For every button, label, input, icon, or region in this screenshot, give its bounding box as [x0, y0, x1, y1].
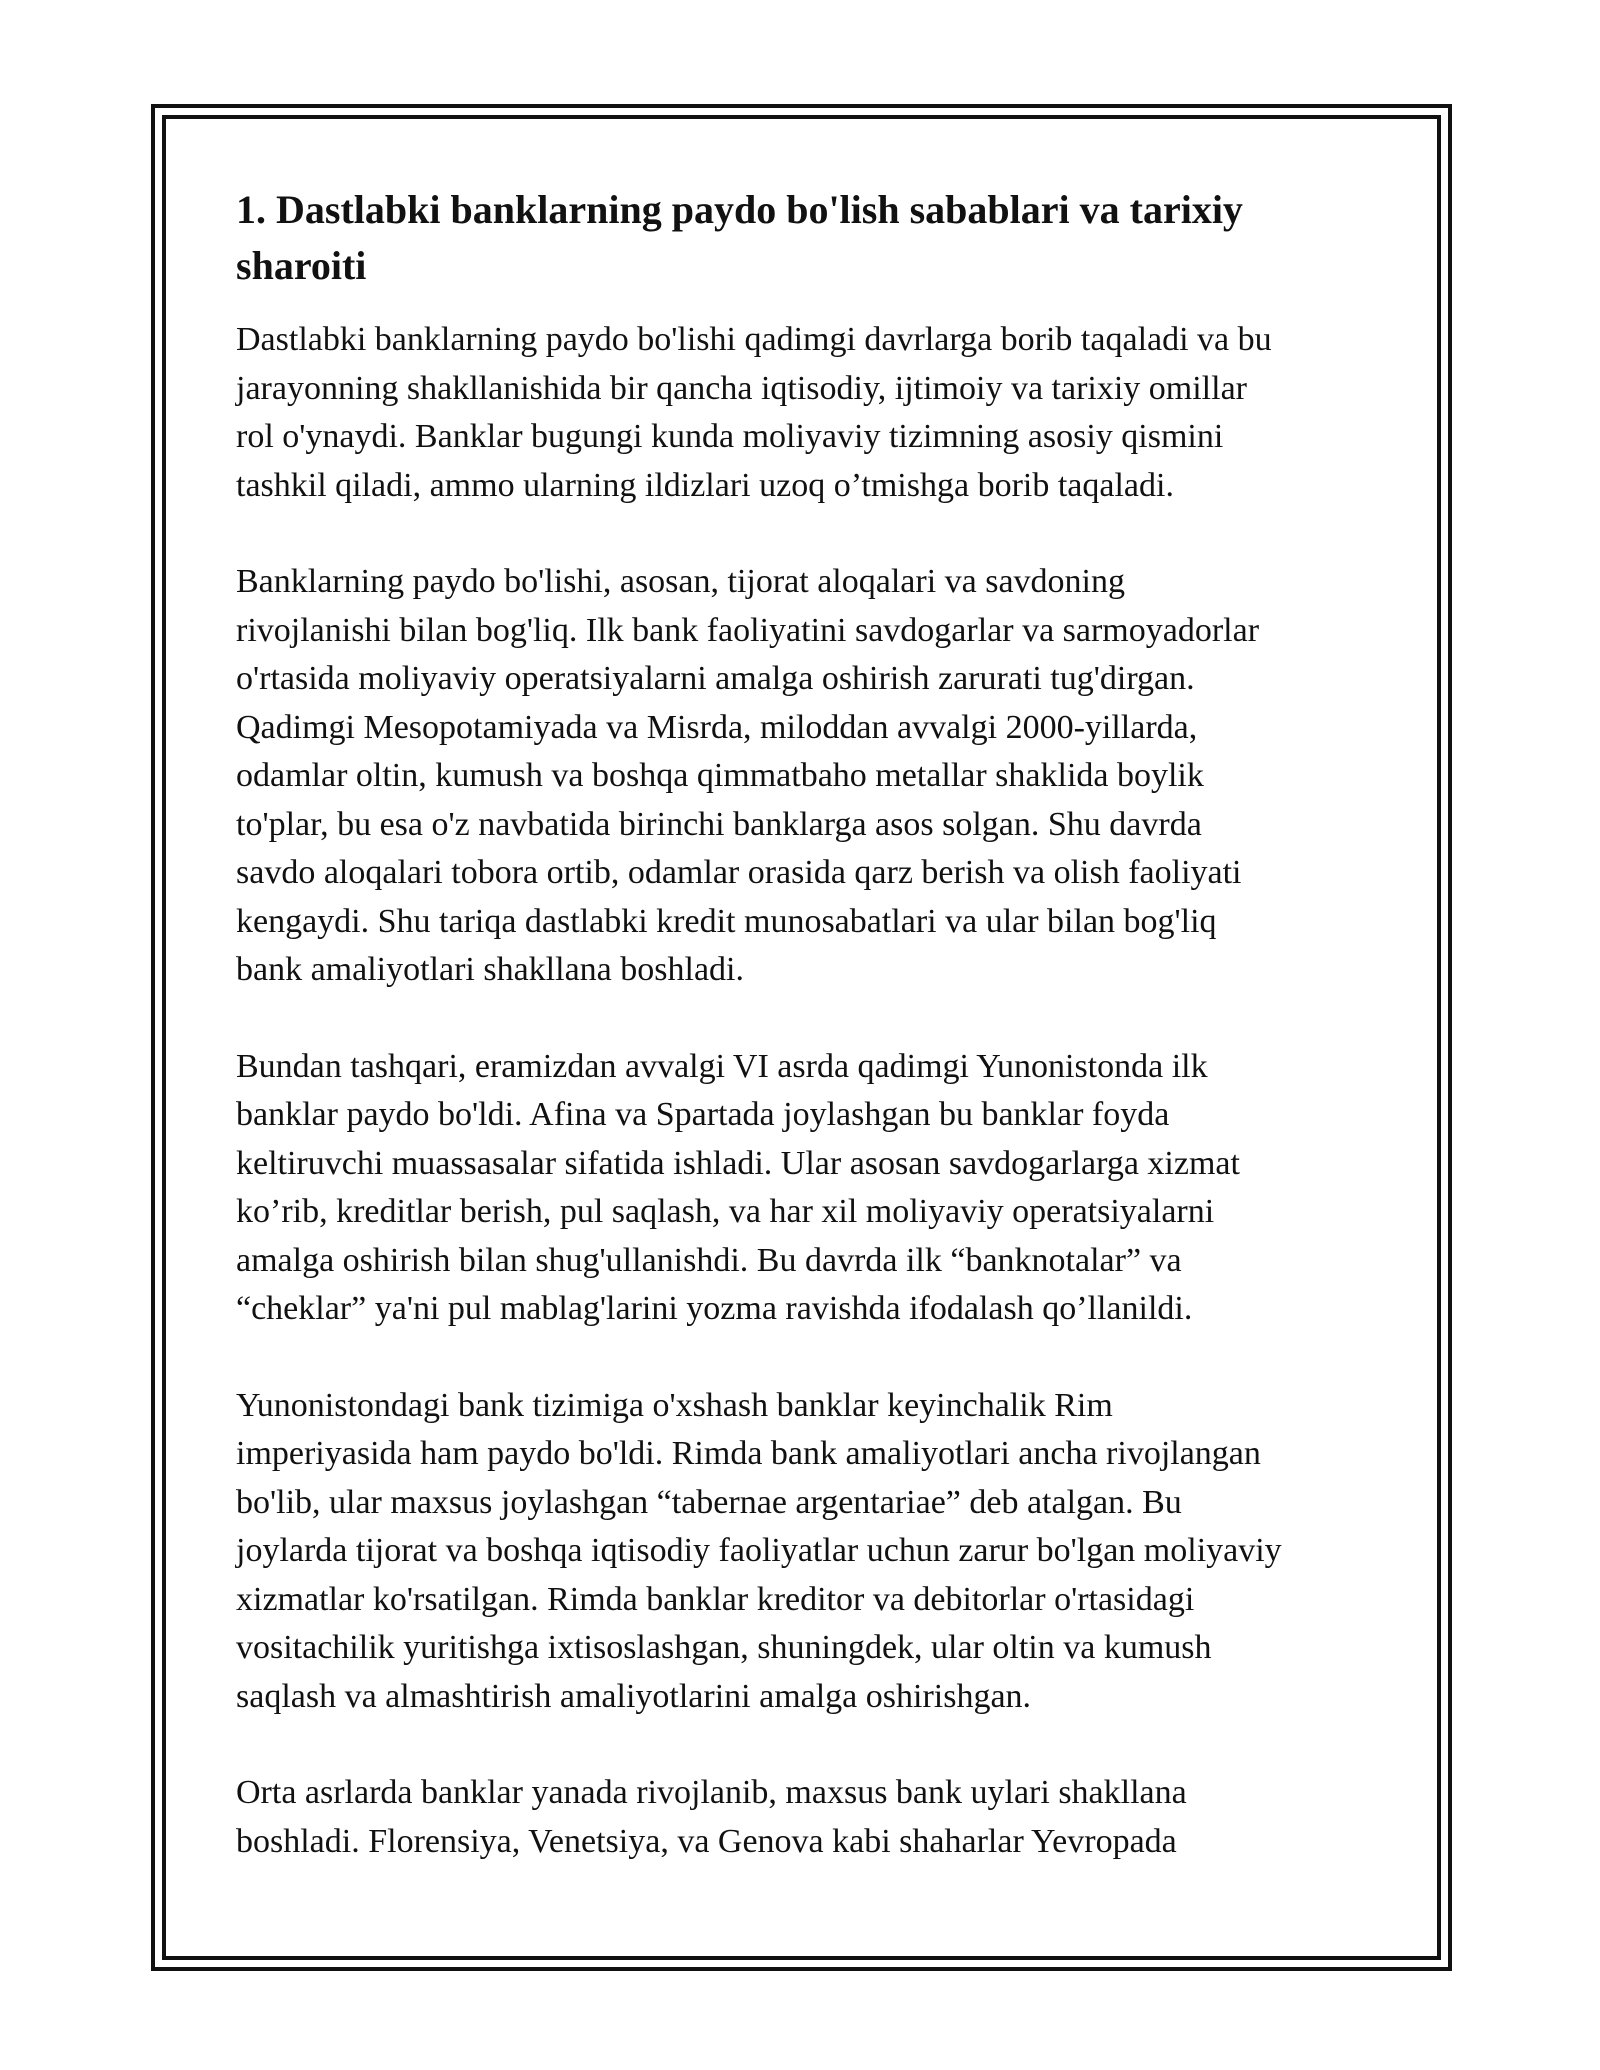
text-line: rol o'ynaydi. Banklar bugungi kunda moliyaviy tizimning asosiy qismini [236, 418, 1224, 455]
text-line: ko’rib, kreditlar berish, pul saqlash, va har xil moliyaviy operatsiyalarni [236, 1193, 1215, 1230]
document-body [236, 182, 1386, 1914]
text-line: bo'lib, ular maxsus joylashgan “tabernae argentariae” deb atalgan. Bu [236, 1483, 1182, 1521]
text-line: boshladi. Florensiya, Venetsiya, va Genova kabi shaharlar Yevropada [236, 1822, 1177, 1860]
text-line: vositachilik yuritishga ixtisoslashgan, shuningdek, ular oltin va kumush [236, 1629, 1212, 1666]
text-line: Bundan tashqari, eramizdan avvalgi VI asrda qadimgi Yunonistonda ilk [236, 1047, 1208, 1085]
text-line: keltiruvchi muassasalar sifatida ishladi. Ular asosan savdogarlarga xizmat [236, 1144, 1240, 1182]
text-line: savdo aloqalari tobora ortib, odamlar orasida qarz berish va olish faoliyati [236, 854, 1242, 891]
text-line: Yunonistondagi bank tizimiga o'xshash banklar keyinchalik Rim [236, 1386, 1113, 1424]
text-line: “cheklar” ya'ni pul mablag'larini yozma ravishda ifodalash qo’llanildi. [236, 1290, 1193, 1327]
text-line: Qadimgi Mesopotamiyada va Misrda, miloddan avvalgi 2000-yillarda, [236, 708, 1198, 746]
paragraph-3 [236, 1043, 1386, 1334]
text-line: amalga oshirish bilan shug'ullanishdi. Bu davrda ilk “banknotalar” va [236, 1241, 1182, 1279]
text-line: Banklarning paydo bo'lishi, asosan, tijorat aloqalari va savdoning [236, 563, 1125, 600]
text-line: xizmatlar ko'rsatilgan. Rimda banklar kreditor va debitorlar o'rtasidagi [236, 1580, 1195, 1618]
text-line: rivojlanishi bilan bog'liq. Ilk bank faoliyatini savdogarlar va sarmoyadorlar [236, 611, 1260, 649]
heading-line: 1. Dastlabki banklarning paydo bo'lish sabablari va tarixiy [236, 187, 1243, 232]
text-line: o'rtasida moliyaviy operatsiyalarni amalga oshirish zarurati tug'dirgan. [236, 660, 1195, 697]
paragraph-1 [236, 316, 1386, 510]
text-line: bank amaliyotlari shakllana boshladi. [236, 951, 744, 988]
text-line: joylarda tijorat va boshqa iqtisodiy faoliyatlar uchun zarur bo'lgan moliyaviy [236, 1532, 1282, 1569]
text-line: to'plar, bu esa o'z navbatida birinchi banklarga asos solgan. Shu davrda [236, 805, 1202, 843]
section-heading [236, 182, 1386, 294]
paragraph-5 [236, 1769, 1386, 1866]
text-line: tashkil qiladi, ammo ularning ildizlari uzoq o’tmishga borib taqaladi. [236, 466, 1174, 504]
text-line: saqlash va almashtirish amaliyotlarini amalga oshirishgan. [236, 1677, 1032, 1715]
paragraph-2 [236, 558, 1386, 995]
text-line: odamlar oltin, kumush va boshqa qimmatbaho metallar shaklida boylik [236, 757, 1204, 794]
paragraph-4 [236, 1382, 1386, 1722]
heading-line: sharoiti [236, 243, 367, 288]
text-line: jarayonning shakllanishida bir qancha iqtisodiy, ijtimoiy va tarixiy omillar [236, 369, 1247, 407]
text-line: Dastlabki banklarning paydo bo'lishi qadimgi davrlarga borib taqaladi va bu [236, 321, 1272, 358]
text-line: banklar paydo bo'ldi. Afina va Spartada joylashgan bu banklar foyda [236, 1096, 1170, 1133]
text-line: Orta asrlarda banklar yanada rivojlanib, maxsus bank uylari shakllana [236, 1774, 1187, 1811]
text-line: kengaydi. Shu tariqa dastlabki kredit munosabatlari va ular bilan bog'liq [236, 902, 1217, 940]
text-line: imperiyasida ham paydo bo'ldi. Rimda bank amaliyotlari ancha rivojlangan [236, 1435, 1261, 1472]
